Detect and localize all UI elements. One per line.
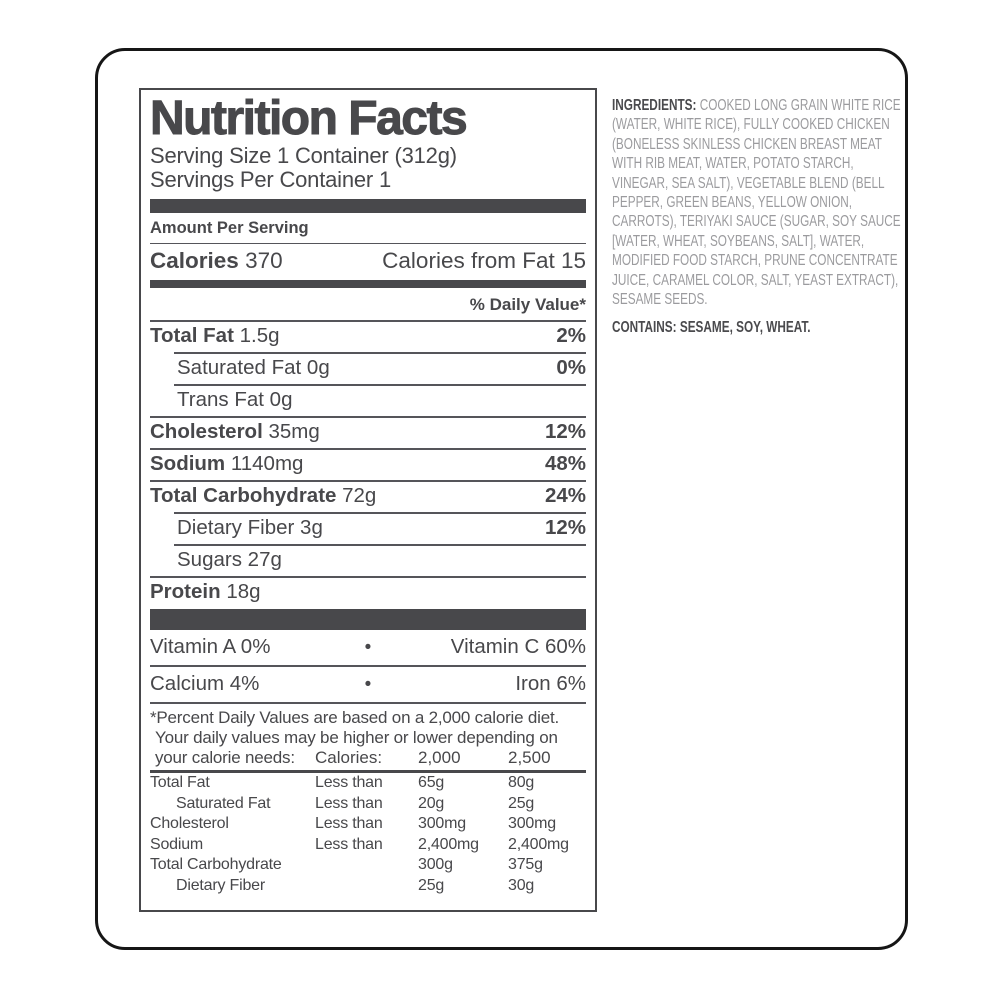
- nutrition-facts-panel: [139, 88, 597, 912]
- nutrient-amount: 27g: [241, 548, 282, 571]
- row-value-2500: 80g: [508, 774, 535, 791]
- reference-table-row: [150, 814, 586, 835]
- footnote-line-1: *Percent Daily Values are based on a 2,000 calorie diet.: [150, 708, 560, 727]
- nutrient-name-group: [177, 388, 292, 412]
- nutrient-daily-value: 0%: [556, 356, 586, 379]
- nutrient-row: [150, 448, 586, 480]
- row-value-2500: 300mg: [508, 815, 556, 832]
- nutrient-amount: 1.5g: [233, 324, 280, 347]
- nutrient-amount: 0g: [263, 388, 293, 411]
- row-label: Total Fat: [150, 774, 210, 791]
- calories-value: 370: [245, 248, 283, 273]
- calories-from-fat: Calories from Fat 15: [382, 248, 586, 273]
- row-qualifier: [315, 876, 418, 897]
- nutrient-name: Sodium: [150, 452, 226, 475]
- row-label: Saturated Fat: [176, 794, 271, 812]
- nutrient-name: Dietary Fiber: [177, 516, 295, 539]
- row-qualifier: Less than: [315, 794, 383, 812]
- nutrient-amount: 1140mg: [225, 452, 304, 475]
- nutrient-row: [150, 352, 586, 384]
- nutrient-daily-value: 24%: [544, 484, 586, 507]
- serving-size-text: Serving Size 1 Container (312g): [150, 143, 457, 168]
- thin-separator-bar: [150, 280, 586, 288]
- reference-table-row: [150, 855, 586, 876]
- nutrient-daily-value: 12%: [544, 420, 586, 443]
- calories-row: [150, 244, 586, 280]
- nutrient-row: [150, 480, 586, 512]
- nutrient-amount: 35mg: [262, 420, 320, 443]
- nutrient-daily-value: 48%: [544, 452, 586, 475]
- row-value-2500: 375g: [508, 856, 543, 873]
- row-qualifier: Less than: [315, 835, 383, 853]
- nutrient-name-group: [150, 580, 261, 604]
- ingredients-paragraph: [612, 96, 902, 338]
- daily-value-header: % Daily Value*: [469, 295, 586, 314]
- vitamin-left: Calcium 4%: [150, 672, 260, 695]
- nutrient-row: [150, 544, 586, 576]
- row-value-2500: 30g: [508, 876, 535, 894]
- nutrient-daily-value: 2%: [556, 324, 586, 347]
- row-qualifier: [315, 855, 418, 876]
- reference-table-row: [150, 794, 586, 815]
- row-value-2500: 25g: [508, 794, 535, 812]
- reference-table-header: [150, 747, 586, 773]
- nutrient-name-group: [150, 420, 320, 444]
- nutrient-name-group: [177, 548, 282, 572]
- calories-label: Calories: [150, 248, 239, 273]
- amount-per-serving-label: Amount Per Serving: [150, 213, 586, 244]
- servings-per-container-text: Servings Per Container 1: [150, 167, 391, 192]
- product-label-card: [95, 48, 908, 950]
- nutrient-name: Cholesterol: [150, 420, 263, 443]
- nutrient-amount: 18g: [220, 580, 261, 603]
- nutrient-name-group: [177, 356, 330, 380]
- nutrient-name-group: [150, 452, 303, 476]
- reference-table-rows: [150, 773, 586, 896]
- thick-separator-bar-bottom: [150, 609, 586, 630]
- nutrient-amount: 3g: [294, 516, 323, 539]
- nutrient-name-group: [150, 324, 280, 348]
- nutrient-name: Sugars: [177, 548, 242, 571]
- calories-group: [150, 248, 283, 274]
- nutrient-name-group: [177, 516, 323, 540]
- nutrient-name: Total Fat: [150, 324, 234, 347]
- vitamin-right: Vitamin C 60%: [450, 635, 586, 658]
- nutrient-row: [150, 320, 586, 352]
- nutrient-row: [150, 416, 586, 448]
- reference-table-row: [150, 835, 586, 856]
- ingredients-label: INGREDIENTS:: [612, 97, 697, 114]
- vitamin-left: Vitamin A 0%: [150, 635, 271, 658]
- nutrient-row: [150, 384, 586, 416]
- bullet-separator: •: [364, 674, 372, 695]
- row-value-2000: 65g: [418, 774, 445, 791]
- thick-separator-bar: [150, 199, 586, 213]
- reference-table-row: [150, 876, 586, 897]
- nutrient-daily-value: 12%: [544, 516, 586, 539]
- col-2500-header: 2,500: [508, 748, 551, 767]
- footnote-text: [150, 704, 586, 747]
- row-value-2000: 300mg: [418, 815, 466, 832]
- row-qualifier: Less than: [315, 815, 383, 832]
- nutrition-facts-title: Nutrition Facts: [150, 92, 467, 145]
- nutrient-name: Saturated Fat: [177, 356, 302, 379]
- row-label: Total Carbohydrate: [150, 856, 282, 873]
- vitamin-row: [150, 667, 586, 704]
- bullet-separator: •: [364, 637, 372, 658]
- row-value-2000: 20g: [418, 794, 445, 812]
- ingredients-text: COOKED LONG GRAIN WHITE RICE (WATER, WHITE RICE), FULLY COOKED CHICKEN (BONELESS SKINLESS CHICKEN BREAST MEAT WITH RIB MEAT, WATER, POTATO STARCH, VINEGAR, SEA SALT), VEGETABLE BLEND (BELL PEPPER, GREEN BEANS, YELLOW ONION, CARROTS), TERIYAKI SAUCE (SUGAR, SOY SAUCE [WATER, WHEAT, SOYBEANS, SALT], WATER, MODIFIED FOOD STARCH, PRUNE CONCENTRATE JUICE, CARAMEL COLOR, SALT, YEAST EXTRACT), SESAME SEEDS.: [612, 97, 901, 309]
- vitamin-row: [150, 630, 586, 667]
- row-value-2000: 300g: [418, 856, 453, 873]
- calorie-needs-text: your calorie needs:: [155, 748, 295, 767]
- row-label: Dietary Fiber: [176, 876, 265, 894]
- nutrient-row: [150, 512, 586, 544]
- vitamin-right: Iron 6%: [515, 672, 586, 695]
- nutrient-name: Trans Fat: [177, 388, 264, 411]
- row-label: Cholesterol: [150, 815, 229, 832]
- nutrient-amount: 0g: [301, 356, 330, 379]
- footnote-line-2: Your daily values may be higher or lower depending on: [155, 727, 558, 747]
- ingredients-section: [612, 96, 912, 338]
- nutrient-name: Protein: [150, 580, 221, 603]
- row-value-2000: 25g: [418, 876, 445, 894]
- nutrient-name-group: [150, 484, 376, 508]
- calories-column-header: Calories:: [315, 748, 383, 767]
- nutrient-row: [150, 576, 586, 608]
- reference-table-row: [150, 773, 586, 794]
- row-label: Sodium: [150, 835, 204, 853]
- row-qualifier: Less than: [315, 774, 383, 791]
- nutrient-amount: 72g: [336, 484, 377, 507]
- vitamin-rows: [150, 630, 586, 704]
- nutrient-rows: [150, 320, 586, 608]
- col-2000-header: 2,000: [418, 748, 461, 767]
- nutrient-name: Total Carbohydrate: [150, 484, 337, 507]
- contains-statement: CONTAINS: SESAME, SOY, WHEAT.: [612, 319, 811, 337]
- row-value-2500: 2,400mg: [508, 835, 569, 853]
- row-value-2000: 2,400mg: [418, 835, 479, 853]
